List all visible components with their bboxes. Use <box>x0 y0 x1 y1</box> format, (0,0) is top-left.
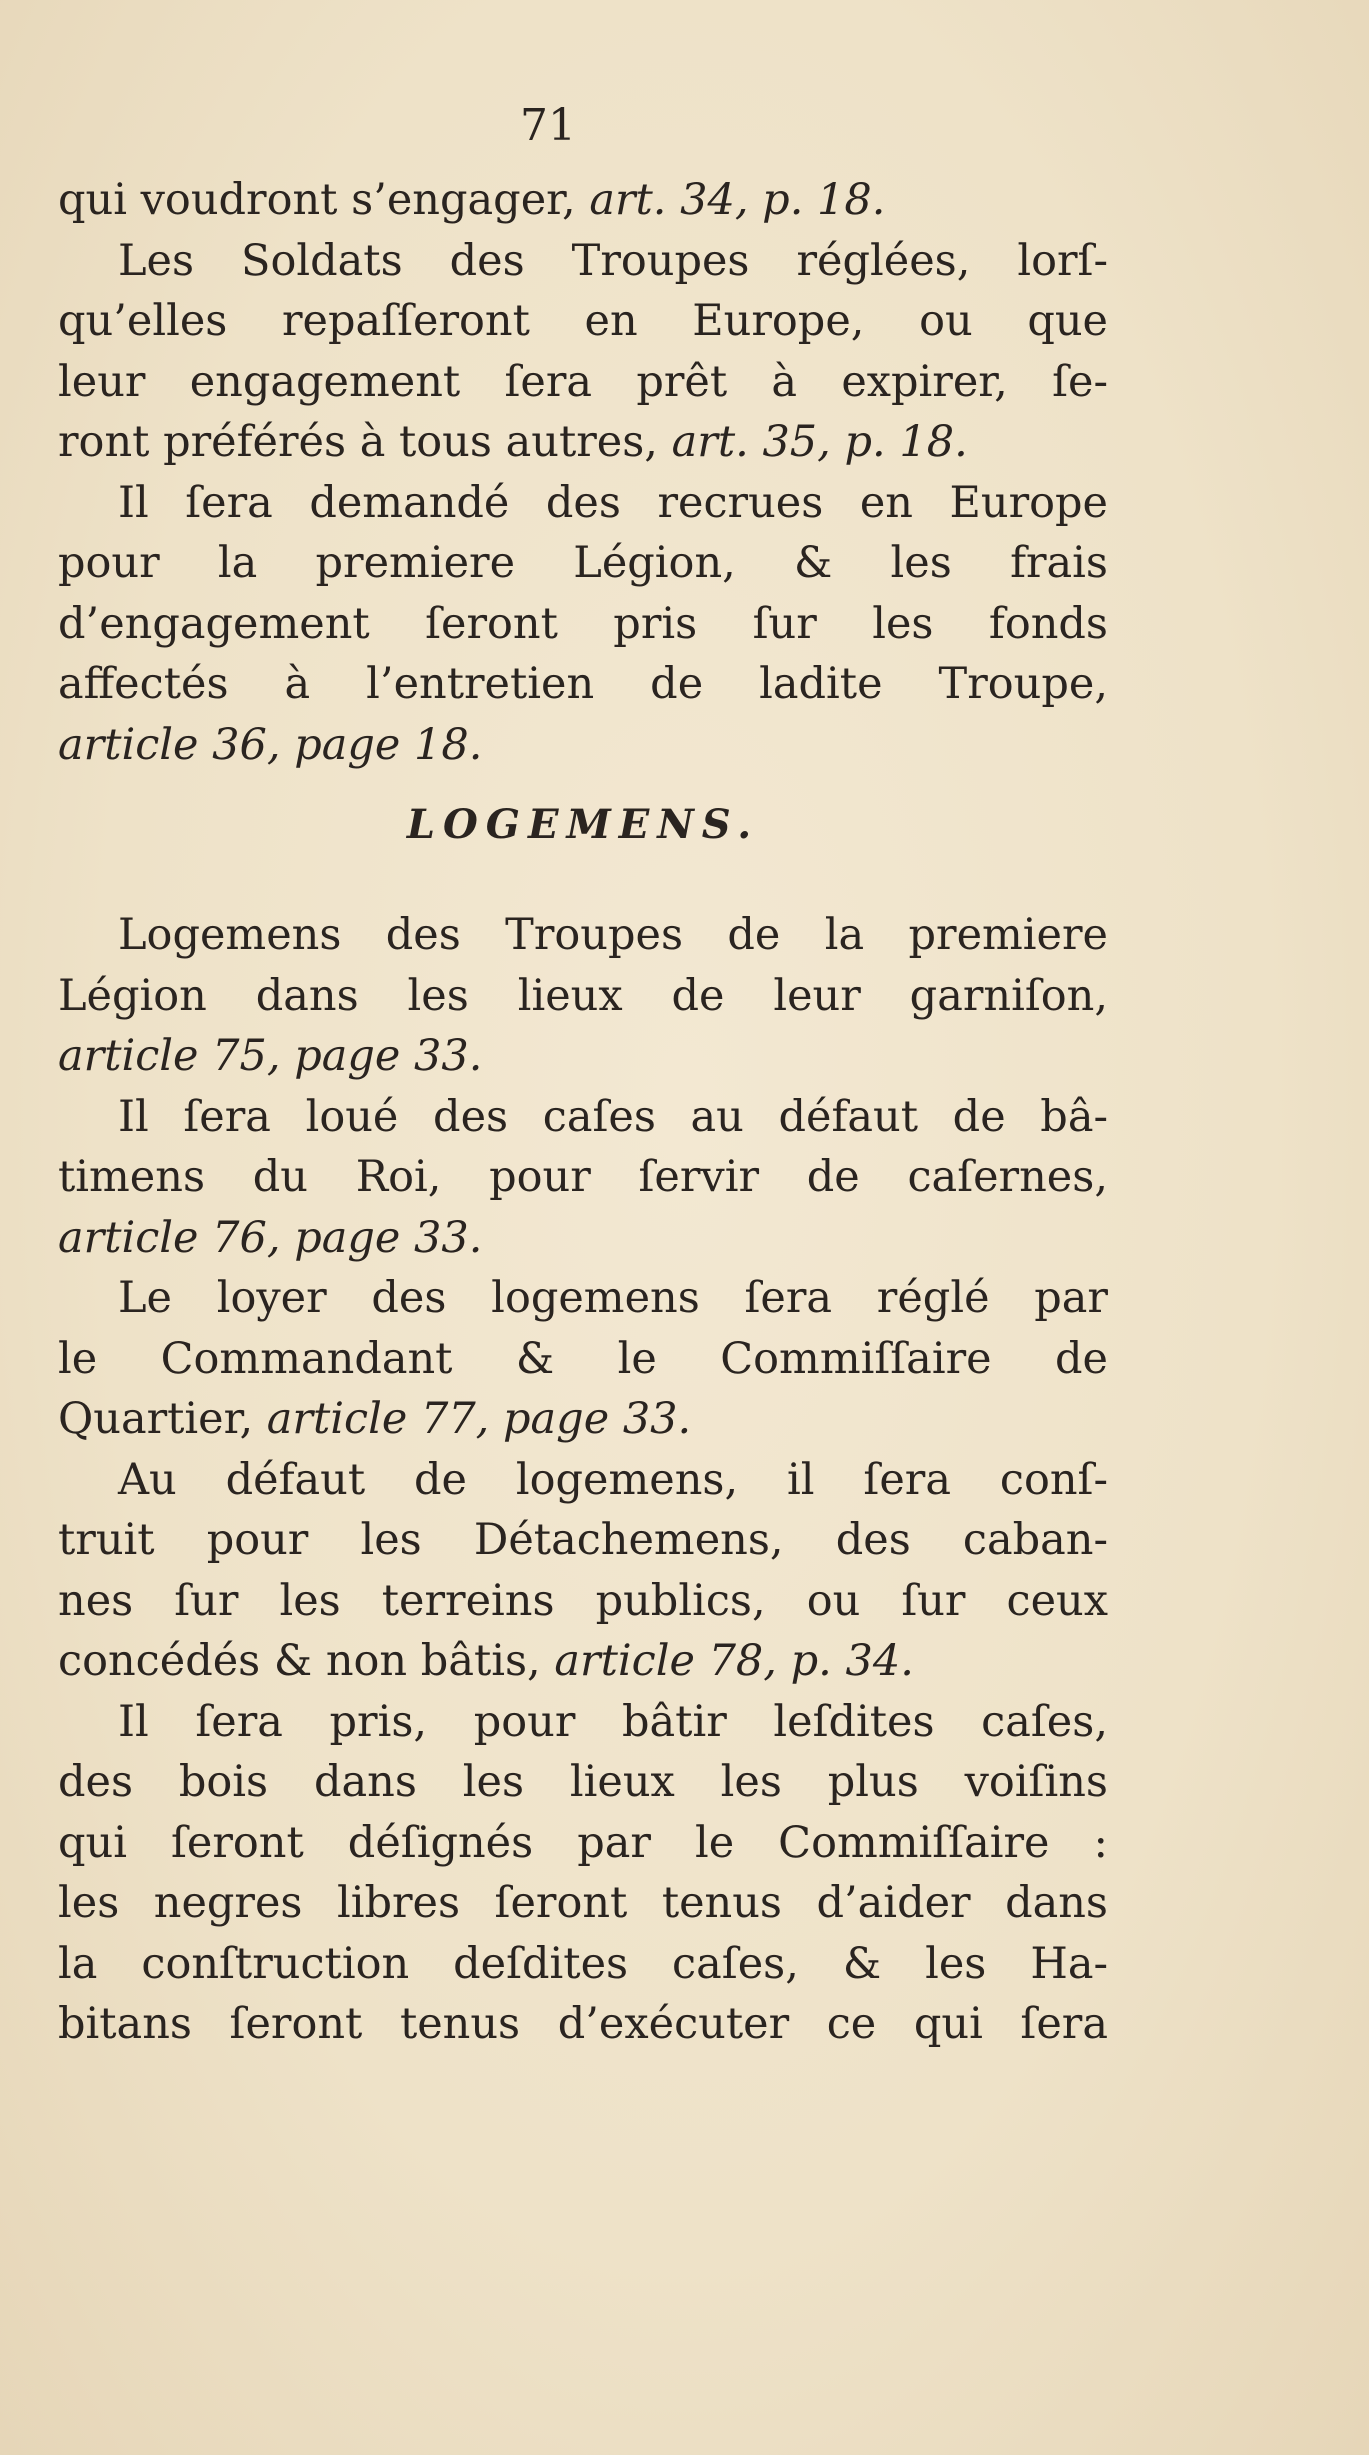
line-text: ront préférés à tous autres, <box>58 417 672 467</box>
text-line <box>58 1450 1108 1510</box>
article-reference: article 77, page 33. <box>266 1394 692 1444</box>
line-text: Légion dans les lieux de leur garniſon, <box>58 970 1108 1021</box>
text-line <box>58 1329 1108 1389</box>
text-line <box>58 1994 1108 2054</box>
text-line <box>58 1752 1108 1812</box>
line-text: le Commandant & le Commiſſaire de <box>58 1333 1108 1384</box>
text-line <box>58 473 1108 533</box>
line-text: Quartier, <box>58 1394 267 1444</box>
line-text: bitans ſeront tenus d’exécuter ce qui ſera <box>58 1999 1108 2049</box>
article-reference: article 76, page 33. <box>58 1212 483 1263</box>
line-text: Les Soldats des Troupes réglées, lorſ- <box>118 235 1108 286</box>
article-reference: article 36, page 18. <box>58 719 483 770</box>
text-line <box>58 1208 1108 1268</box>
text-line <box>58 1389 1108 1449</box>
text-line <box>58 1692 1108 1752</box>
article-reference: article 75, page 33. <box>58 1031 483 1081</box>
text-line <box>58 715 1108 775</box>
line-text: concédés & non bâtis, <box>58 1636 555 1686</box>
line-text: Il ſera demandé des recrues en Europe <box>118 477 1108 528</box>
line-text: Au défaut de logemens, il ſera conſ- <box>118 1454 1108 1505</box>
text-line <box>58 1934 1108 1994</box>
text-line <box>58 654 1108 714</box>
text-line <box>58 1510 1108 1570</box>
text-line <box>58 1631 1108 1691</box>
page-number: 71 <box>520 100 576 151</box>
line-text: qu’elles repaſſeront en Europe, ou que <box>58 296 1108 346</box>
text-line <box>58 291 1108 351</box>
line-text: pour la premiere Légion, & les frais <box>58 538 1108 588</box>
text-line <box>58 170 1108 230</box>
article-reference: art. 35, p. 18. <box>671 417 968 467</box>
text-line <box>58 1147 1108 1207</box>
text-line <box>58 412 1108 472</box>
line-text: qui voudront s’engager, <box>58 175 590 225</box>
text-line <box>58 1873 1108 1933</box>
line-text: Il ſera loué des caſes au défaut de bâ- <box>118 1091 1108 1142</box>
article-reference: art. 34, p. 18. <box>589 175 886 225</box>
line-text: timens du Roi, pour ſervir de caſernes, <box>58 1152 1108 1202</box>
text-line <box>58 1571 1108 1631</box>
text-line <box>58 1813 1108 1873</box>
section-heading: LOGEMENS. <box>406 801 760 848</box>
line-text: affectés à l’entretien de ladite Troupe, <box>58 659 1108 709</box>
line-text: des bois dans les lieux les plus voiſins <box>58 1757 1108 1807</box>
text-line <box>58 1087 1108 1147</box>
text-line <box>58 905 1108 965</box>
text-line <box>58 966 1108 1026</box>
line-text: les negres libres ſeront tenus d’aider dans <box>58 1878 1108 1928</box>
text-line <box>58 1026 1108 1086</box>
text-line <box>58 533 1108 593</box>
line-text: qui ſeront déſignés par le Commiſſaire : <box>58 1817 1108 1868</box>
text-line <box>58 231 1108 291</box>
text-line <box>58 594 1108 654</box>
line-text: Logemens des Troupes de la premiere <box>118 910 1108 960</box>
article-reference: article 78, p. 34. <box>554 1636 914 1686</box>
line-text: truit pour les Détachemens, des caban- <box>58 1515 1108 1565</box>
line-text: d’engagement ſeront pris ſur les fonds <box>58 598 1108 649</box>
text-line <box>58 1268 1108 1328</box>
line-text: leur engagement ſera prêt à expirer, ſe- <box>58 356 1108 407</box>
line-text: nes ſur les terreins publics, ou ſur ceux <box>58 1575 1108 1626</box>
line-text: la conſtruction deſdites caſes, & les Ha- <box>58 1938 1108 1989</box>
line-text: Il ſera pris, pour bâtir leſdites caſes, <box>118 1696 1108 1747</box>
text-line <box>58 352 1108 412</box>
line-text: Le loyer des logemens ſera réglé par <box>118 1273 1108 1323</box>
